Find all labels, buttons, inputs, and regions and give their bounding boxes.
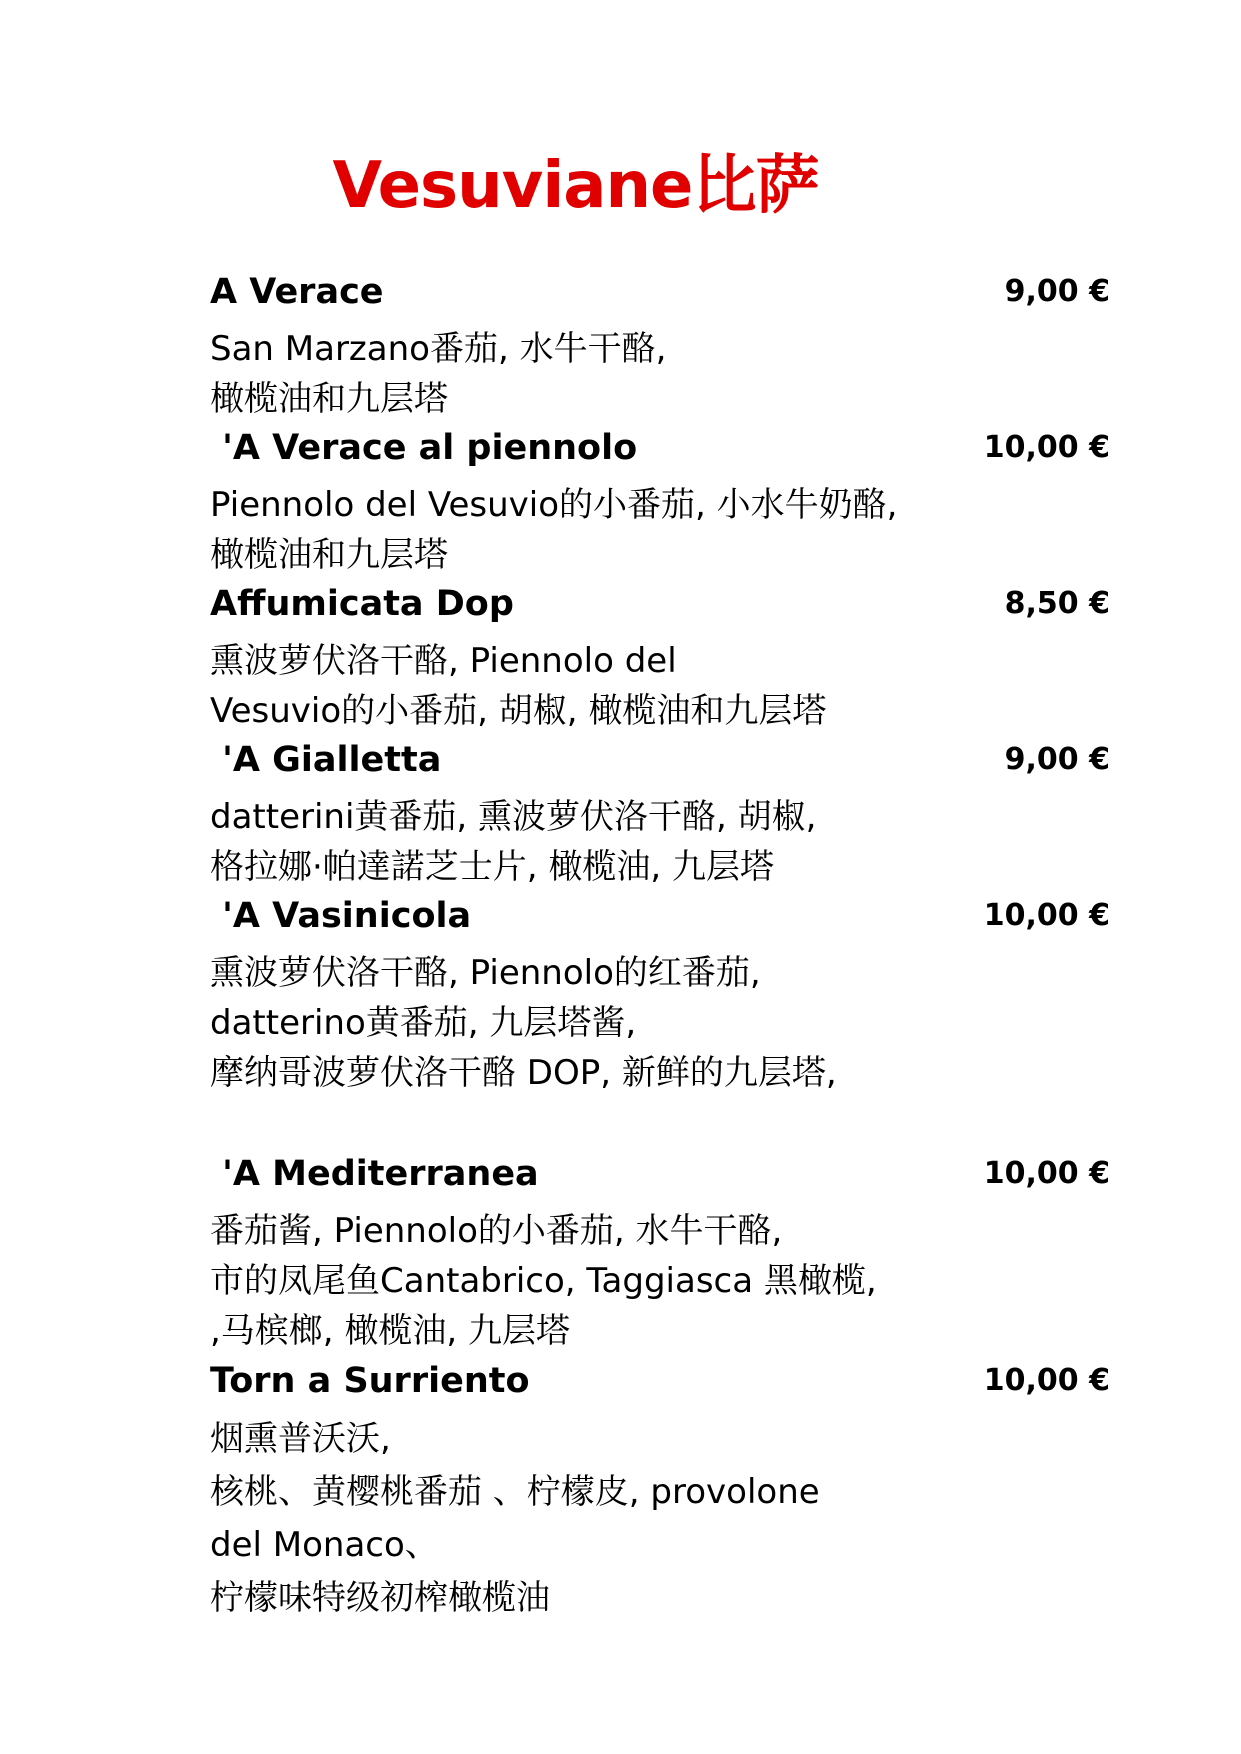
item-description [210, 480, 1110, 580]
description-line: Vesuvio的小番茄, 胡椒, 橄榄油和九层塔 [210, 691, 827, 731]
item-description [210, 324, 1110, 424]
item-description [210, 636, 1110, 736]
description-line: 番茄酱, Piennolo的小番茄, 水牛干酪, [210, 1211, 783, 1251]
item-price: 8,50 € [1004, 586, 1110, 621]
description-line: 柠檬味特级初榨橄榄油 [210, 1578, 550, 1618]
item-name: Torn a Surriento [210, 1361, 530, 1401]
description-line: 熏波萝伏洛干酪, Piennolo del [210, 641, 677, 681]
description-line: Piennolo del Vesuvio的小番茄, 小水牛奶酪, [210, 485, 898, 525]
menu-item-torn-a-surriento [210, 1361, 1110, 1625]
description-line: 核桃、黄樱桃番茄 、柠檬皮, provolone [210, 1472, 820, 1512]
item-name: 'A Mediterranea [210, 1154, 539, 1194]
menu-item-affumicata-dop [210, 584, 1110, 736]
menu-item-a-verace-al-piennolo [210, 428, 1110, 580]
item-name: 'A Verace al piennolo [210, 428, 638, 468]
description-line: 市的凤尾鱼Cantabrico, Taggiasca 黑橄榄, [210, 1261, 877, 1301]
item-name: 'A Vasinicola [210, 896, 472, 936]
item-description [210, 792, 1110, 892]
description-line: 橄榄油和九层塔 [210, 379, 448, 419]
description-line: ,马槟榔, 橄榄油, 九层塔 [210, 1311, 571, 1351]
item-price: 10,00 € [983, 430, 1110, 465]
menu-item-a-verace [210, 272, 1110, 424]
item-price: 9,00 € [1004, 274, 1110, 309]
menu-item-a-vasinicola [210, 896, 1110, 1098]
description-line: 格拉娜·帕達諾芝士片, 橄榄油, 九层塔 [210, 847, 775, 887]
item-price: 10,00 € [983, 1363, 1110, 1398]
description-line: 橄榄油和九层塔 [210, 535, 448, 575]
item-description [210, 1206, 1110, 1356]
description-line: 熏波萝伏洛干酪, Piennolo的红番茄, [210, 953, 761, 993]
item-description [210, 948, 1110, 1098]
menu-item-a-gialletta [210, 740, 1110, 892]
description-line: del Monaco、 [210, 1525, 439, 1565]
page-title: Vesuviane比萨 [332, 149, 819, 223]
description-line: 摩纳哥波萝伏洛干酪 DOP, 新鲜的九层塔, [210, 1053, 837, 1093]
description-line: datterino黄番茄, 九层塔酱, [210, 1003, 637, 1043]
description-line: datterini黄番茄, 熏波萝伏洛干酪, 胡椒, [210, 797, 817, 837]
item-price: 10,00 € [983, 898, 1110, 933]
item-price: 10,00 € [983, 1156, 1110, 1191]
item-name: A Verace [210, 272, 384, 312]
item-name: 'A Gialletta [210, 740, 442, 780]
description-line: San Marzano番茄, 水牛干酪, [210, 329, 667, 369]
item-description [210, 1413, 1110, 1625]
item-price: 9,00 € [1004, 742, 1110, 777]
description-line: 烟熏普沃沃, [210, 1419, 391, 1459]
menu-item-a-mediterranea [210, 1154, 1110, 1356]
item-name: Affumicata Dop [210, 584, 514, 624]
